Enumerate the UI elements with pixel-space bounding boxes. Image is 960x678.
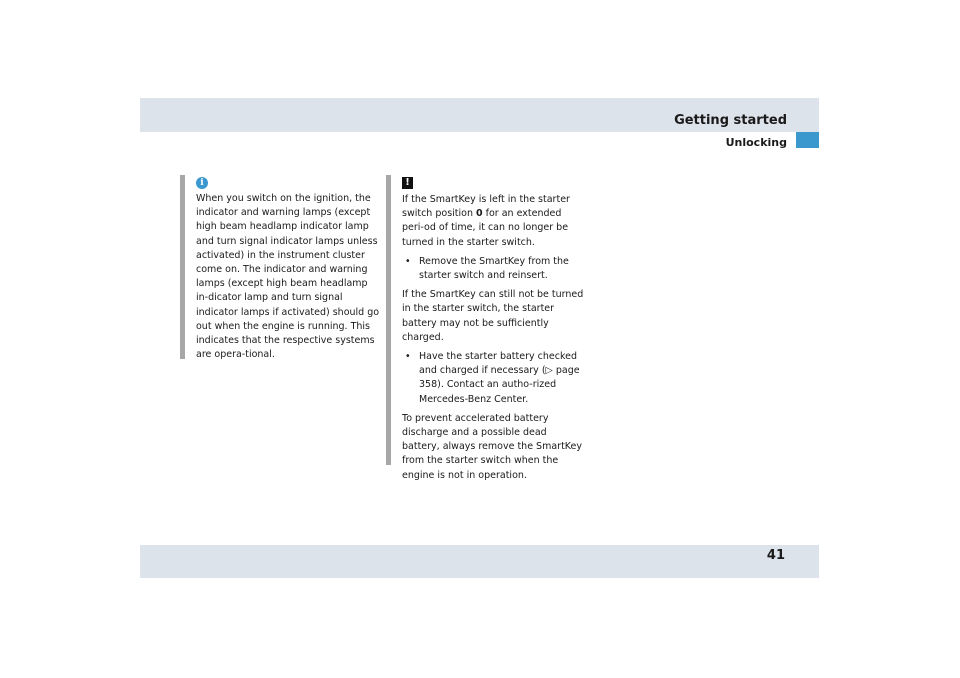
warning-note bbox=[386, 175, 584, 481]
info-icon: i bbox=[196, 177, 208, 189]
warning-paragraph-2: If the SmartKey can still not be turned in the starter switch, the starter battery may not be sufficiently charged. bbox=[402, 289, 584, 343]
warning-paragraph-3: To prevent accelerated battery discharge and a possible dead battery, always remove the SmartKey from the starter switch when the engine is not in operation. bbox=[402, 412, 583, 481]
warning-list-2 bbox=[402, 350, 584, 407]
list-item: • Remove the SmartKey from the starter switch and reinsert. bbox=[402, 255, 584, 283]
section-title: Getting started bbox=[674, 113, 787, 128]
warning-icon: ! bbox=[402, 177, 413, 189]
subsection-title: Unlocking bbox=[725, 136, 787, 149]
info-note-bar bbox=[180, 175, 185, 359]
section-tab-marker bbox=[796, 132, 819, 148]
page-reference-link[interactable]: (▷ page 358). Contact an autho-rized Mercedes-Benz Center. bbox=[419, 365, 580, 405]
page-number: 41 bbox=[766, 548, 785, 563]
switch-position-value: 0 bbox=[476, 208, 483, 220]
warning-paragraph-1 bbox=[402, 193, 584, 250]
warning-note-bar bbox=[386, 175, 391, 465]
info-note-text: When you switch on the ignition, the indicator and warning lamps (except high beam headlamp indicator lamp and turn signal indicator lamps unless activated) in the instrument cluster come on. The indicator and warning lamps (except high beam headlamp in-dicator lamp and turn signal indicator lamps if activated) should go out when the engine is running. This indicates that the respective systems are opera-tional. bbox=[196, 193, 380, 361]
list-item bbox=[402, 350, 584, 407]
bullet-text: Have the starter battery checked and charged if necessary bbox=[419, 351, 578, 377]
warning-p1-text-end: for an extended peri-od of time, it can no longer be turned in the starter switch. bbox=[402, 208, 569, 248]
footer-band bbox=[140, 545, 819, 578]
warning-list-1 bbox=[402, 255, 584, 283]
info-note bbox=[180, 175, 380, 359]
warning-p1-text: If the SmartKey is left in the starter switch position bbox=[402, 194, 570, 220]
